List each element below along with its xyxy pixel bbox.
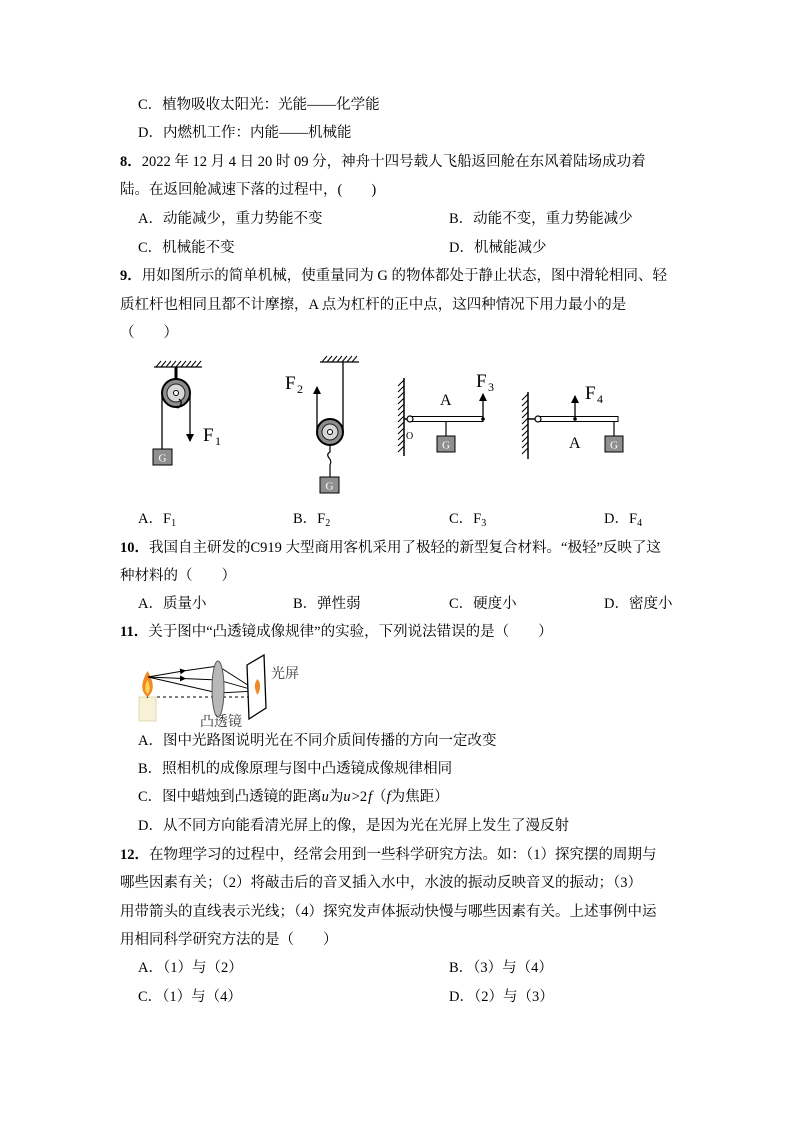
q8-option-a: A．动能减少，重力势能不变 [138, 211, 323, 227]
q9-option-b-symbol: F [317, 511, 326, 527]
q8-option-b: B．动能不变，重力势能减少 [449, 211, 633, 227]
lever-diagram-mid-force [522, 383, 623, 459]
q7-option-c: C．植物吸收太阳光：光能——化学能 [138, 97, 380, 113]
q10-option-a: A．质量小 [138, 596, 207, 612]
q10-stem-line-1 [120, 538, 661, 558]
q11-option-c-var-u: u [321, 789, 329, 805]
weight-label: G [325, 480, 334, 493]
q11-option-c-text-2: 为 [328, 789, 344, 805]
candle-body [139, 697, 156, 721]
q11-option-c-var-u: u [343, 789, 351, 805]
q12-stem-line-3: 用带箭头的直线表示光线；（4）探究发声体振动快慢与哪些因素有关。上述事例中运 [120, 904, 657, 920]
q9-option-d-sub: 4 [637, 518, 643, 529]
point-a-label: A [569, 435, 581, 452]
q11-option-d: D．从不同方向能看清光屏上的像，是因为光在光屏上发生了漫反射 [138, 818, 569, 834]
q9-option-a-label: A． [138, 511, 163, 527]
q9-stem-line-2: 质杠杆也相同且都不计摩擦，A 点为杠杆的正中点，这四种情况下用力最小的是 [120, 297, 627, 313]
q9-option-c-sub: 3 [481, 518, 487, 529]
q11-stem-line-1 [120, 622, 553, 642]
q12-stem-line-2: 哪些因素有关；（2）将敲击后的音叉插入水中，水波的振动反映音叉的振动；（3） [120, 875, 642, 891]
convex-lens [212, 661, 224, 717]
force-label-f2: F [285, 373, 296, 394]
q12-number: 12． [120, 847, 149, 863]
q12-option-d: D．（2）与（3） [449, 989, 554, 1005]
q11-option-c-text-1: C．图中蜡烛到凸透镜的距离 [138, 789, 322, 805]
q9-option-b-label: B． [293, 511, 318, 527]
q8-option-c: C．机械能不变 [138, 240, 235, 256]
lever-bar [538, 417, 618, 422]
lever-bar [410, 417, 483, 422]
q8-stem-text-1: 2022 年 12 月 4 日 20 时 09 分，神舟十四号载人飞船返回舱在东风着陆场成功着 [141, 154, 646, 170]
q8-stem-line-2: 陆。在返回舱减速下落的过程中，( ) [120, 182, 377, 198]
q9-option-a-sub: 1 [171, 518, 177, 529]
q11-option-c [138, 787, 449, 807]
q8-option-d: D．机械能减少 [449, 240, 547, 256]
q11-option-a: A．图中光路图说明光在不同介质间传播的方向一定改变 [138, 733, 497, 749]
pivot-label: O [406, 431, 414, 442]
weight-label: G [442, 439, 450, 452]
weight-label: G [158, 452, 167, 465]
pulley-axle [174, 391, 179, 396]
q9-option-d-label: D． [604, 511, 629, 527]
q10-option-d: D．密度小 [604, 596, 673, 612]
wall-hatch [522, 394, 528, 454]
pivot-point [407, 416, 413, 422]
q10-option-c: C．硬度小 [449, 596, 517, 612]
movable-pulley-diagram [285, 356, 359, 493]
force-label-f1: F [203, 425, 214, 446]
q12-option-a: A．（1）与（2） [138, 960, 243, 976]
q9-option-c-symbol: F [473, 511, 482, 527]
light-ray [148, 666, 257, 691]
weight-label: G [610, 439, 618, 452]
pivot-point [535, 416, 541, 422]
lever-diagram-end-force [398, 371, 494, 456]
q8-number: 8． [120, 154, 142, 170]
ceiling-hatch [322, 356, 357, 362]
q11-option-c-relation: >2 [351, 789, 368, 805]
q9-option-c [449, 509, 486, 529]
q11-option-c-text-3: 为焦距） [390, 789, 449, 805]
force-sub-4: 4 [597, 392, 603, 406]
q9-stem-line-3: （ ） [120, 325, 178, 341]
q9-option-c-label: C． [449, 511, 474, 527]
q12-stem-text-1: 在物理学习的过程中，经常会用到一些科学研究方法。如：（1）探究摆的周期与 [149, 847, 657, 863]
q9-option-d [604, 509, 642, 529]
q9-option-b [293, 509, 330, 529]
wall-hatch [398, 380, 404, 452]
fixed-pulley-diagram [153, 361, 221, 465]
ceiling-hatch [156, 361, 201, 367]
q9-option-b-sub: 2 [325, 518, 331, 529]
force-sub-2: 2 [297, 382, 303, 396]
q9-option-a-symbol: F [162, 511, 172, 527]
light-ray [148, 677, 257, 691]
q11-number: 11． [120, 624, 149, 640]
q11-figure [130, 645, 310, 730]
q9-option-d-symbol: F [628, 511, 638, 527]
force-label-f4: F [585, 383, 596, 404]
q10-option-b: B．弹性弱 [293, 596, 361, 612]
force-label-f3: F [476, 371, 487, 392]
q9-figure [140, 350, 640, 500]
q12-option-b: B．（3）与（4） [449, 960, 553, 976]
q9-number: 9． [120, 268, 142, 284]
q10-stem-line-2: 种材料的（ ） [120, 568, 236, 584]
q10-stem-text-1: 我国自主研发的C919 大型商用客机采用了极轻的新型复合材料。“极轻”反映了这 [149, 540, 661, 556]
force-sub-1: 1 [215, 434, 221, 448]
q11-stem-text-1: 关于图中“凸透镜成像规律”的实验，下列说法错误的是（ ） [148, 624, 553, 640]
q12-stem-line-1 [120, 845, 657, 865]
q10-number: 10． [120, 540, 149, 556]
q9-option-a [138, 509, 176, 529]
q8-stem-line-1 [120, 152, 646, 172]
q7-option-d: D．内燃机工作：内能——机械能 [138, 125, 352, 141]
q11-option-c-var-f: f [386, 789, 391, 805]
pulley-hook [328, 445, 331, 477]
q11-option-c-var-f: f [368, 789, 373, 805]
force-sub-3: 3 [488, 380, 494, 394]
point-a-label: A [440, 392, 452, 409]
q12-option-c: C．（1）与（4） [138, 989, 242, 1005]
q9-stem-text-1: 用如图所示的简单机械，使重量同为 G 的物体都处于静止状态，图中滑轮相同、轻 [141, 268, 667, 284]
q11-option-c-paren: （ [372, 789, 387, 805]
lens-label: 凸透镜 [200, 713, 242, 729]
pulley-axle [328, 430, 333, 435]
screen-label: 光屏 [271, 665, 299, 681]
q11-option-b: B．照相机的成像原理与图中凸透镜成像规律相同 [138, 761, 453, 777]
q9-stem-line-1 [120, 266, 667, 286]
q12-stem-line-4: 用相同科学研究方法的是（ ） [120, 932, 338, 948]
